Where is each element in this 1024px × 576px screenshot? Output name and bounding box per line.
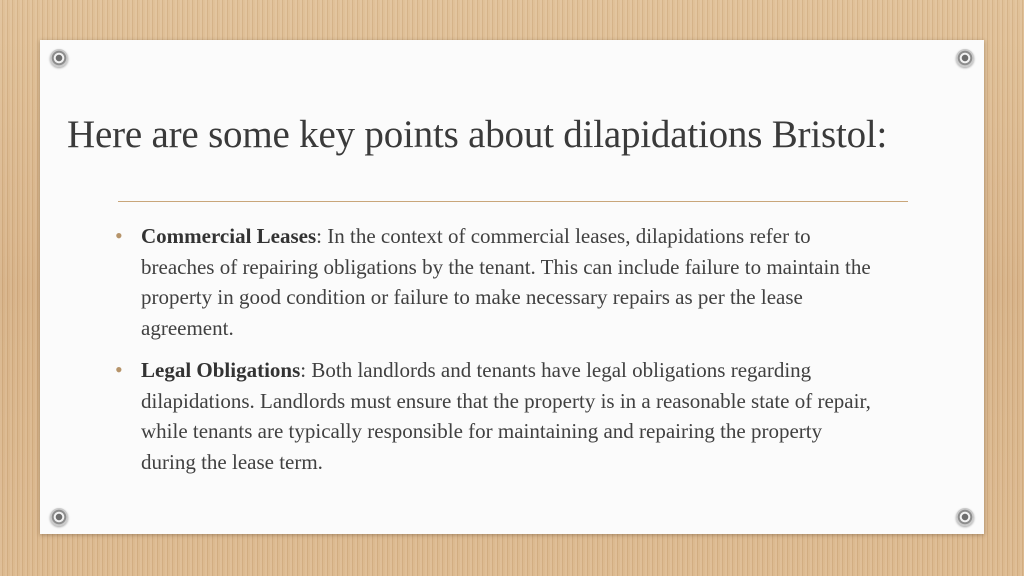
bullet-separator: :	[316, 224, 322, 248]
bullet-term: Legal Obligations	[141, 358, 301, 382]
pin-icon	[50, 49, 68, 67]
bullet-text: In the context of commercial leases, dilapidations refer to breaches of repairing obligations by the tenant. This can include failure to maintain the property in good condition or failure to make necessary repairs as per the lease agreement.	[141, 224, 871, 340]
pin-icon	[956, 508, 974, 526]
bullet-item-commercial-leases	[115, 221, 875, 343]
bullet-separator: :	[300, 358, 307, 382]
bullet-item-legal-obligations	[115, 355, 875, 477]
bullet-list	[115, 221, 875, 489]
bullet-icon: •	[115, 223, 123, 248]
title-divider	[118, 201, 908, 202]
bullet-icon: •	[115, 357, 123, 382]
slide-title: Here are some key points about dilapidations Bristol:	[67, 113, 888, 156]
bullet-term: Commercial Leases	[141, 224, 317, 248]
pin-icon	[956, 49, 974, 67]
pin-icon	[50, 508, 68, 526]
bullet-text: Both landlords and tenants have legal obligations regarding dilapidations. Landlords must ensure that the property is in a reasonable state of repair, while tenants are typically responsible for maintaining and repairing the property during the lease term.	[141, 358, 871, 474]
